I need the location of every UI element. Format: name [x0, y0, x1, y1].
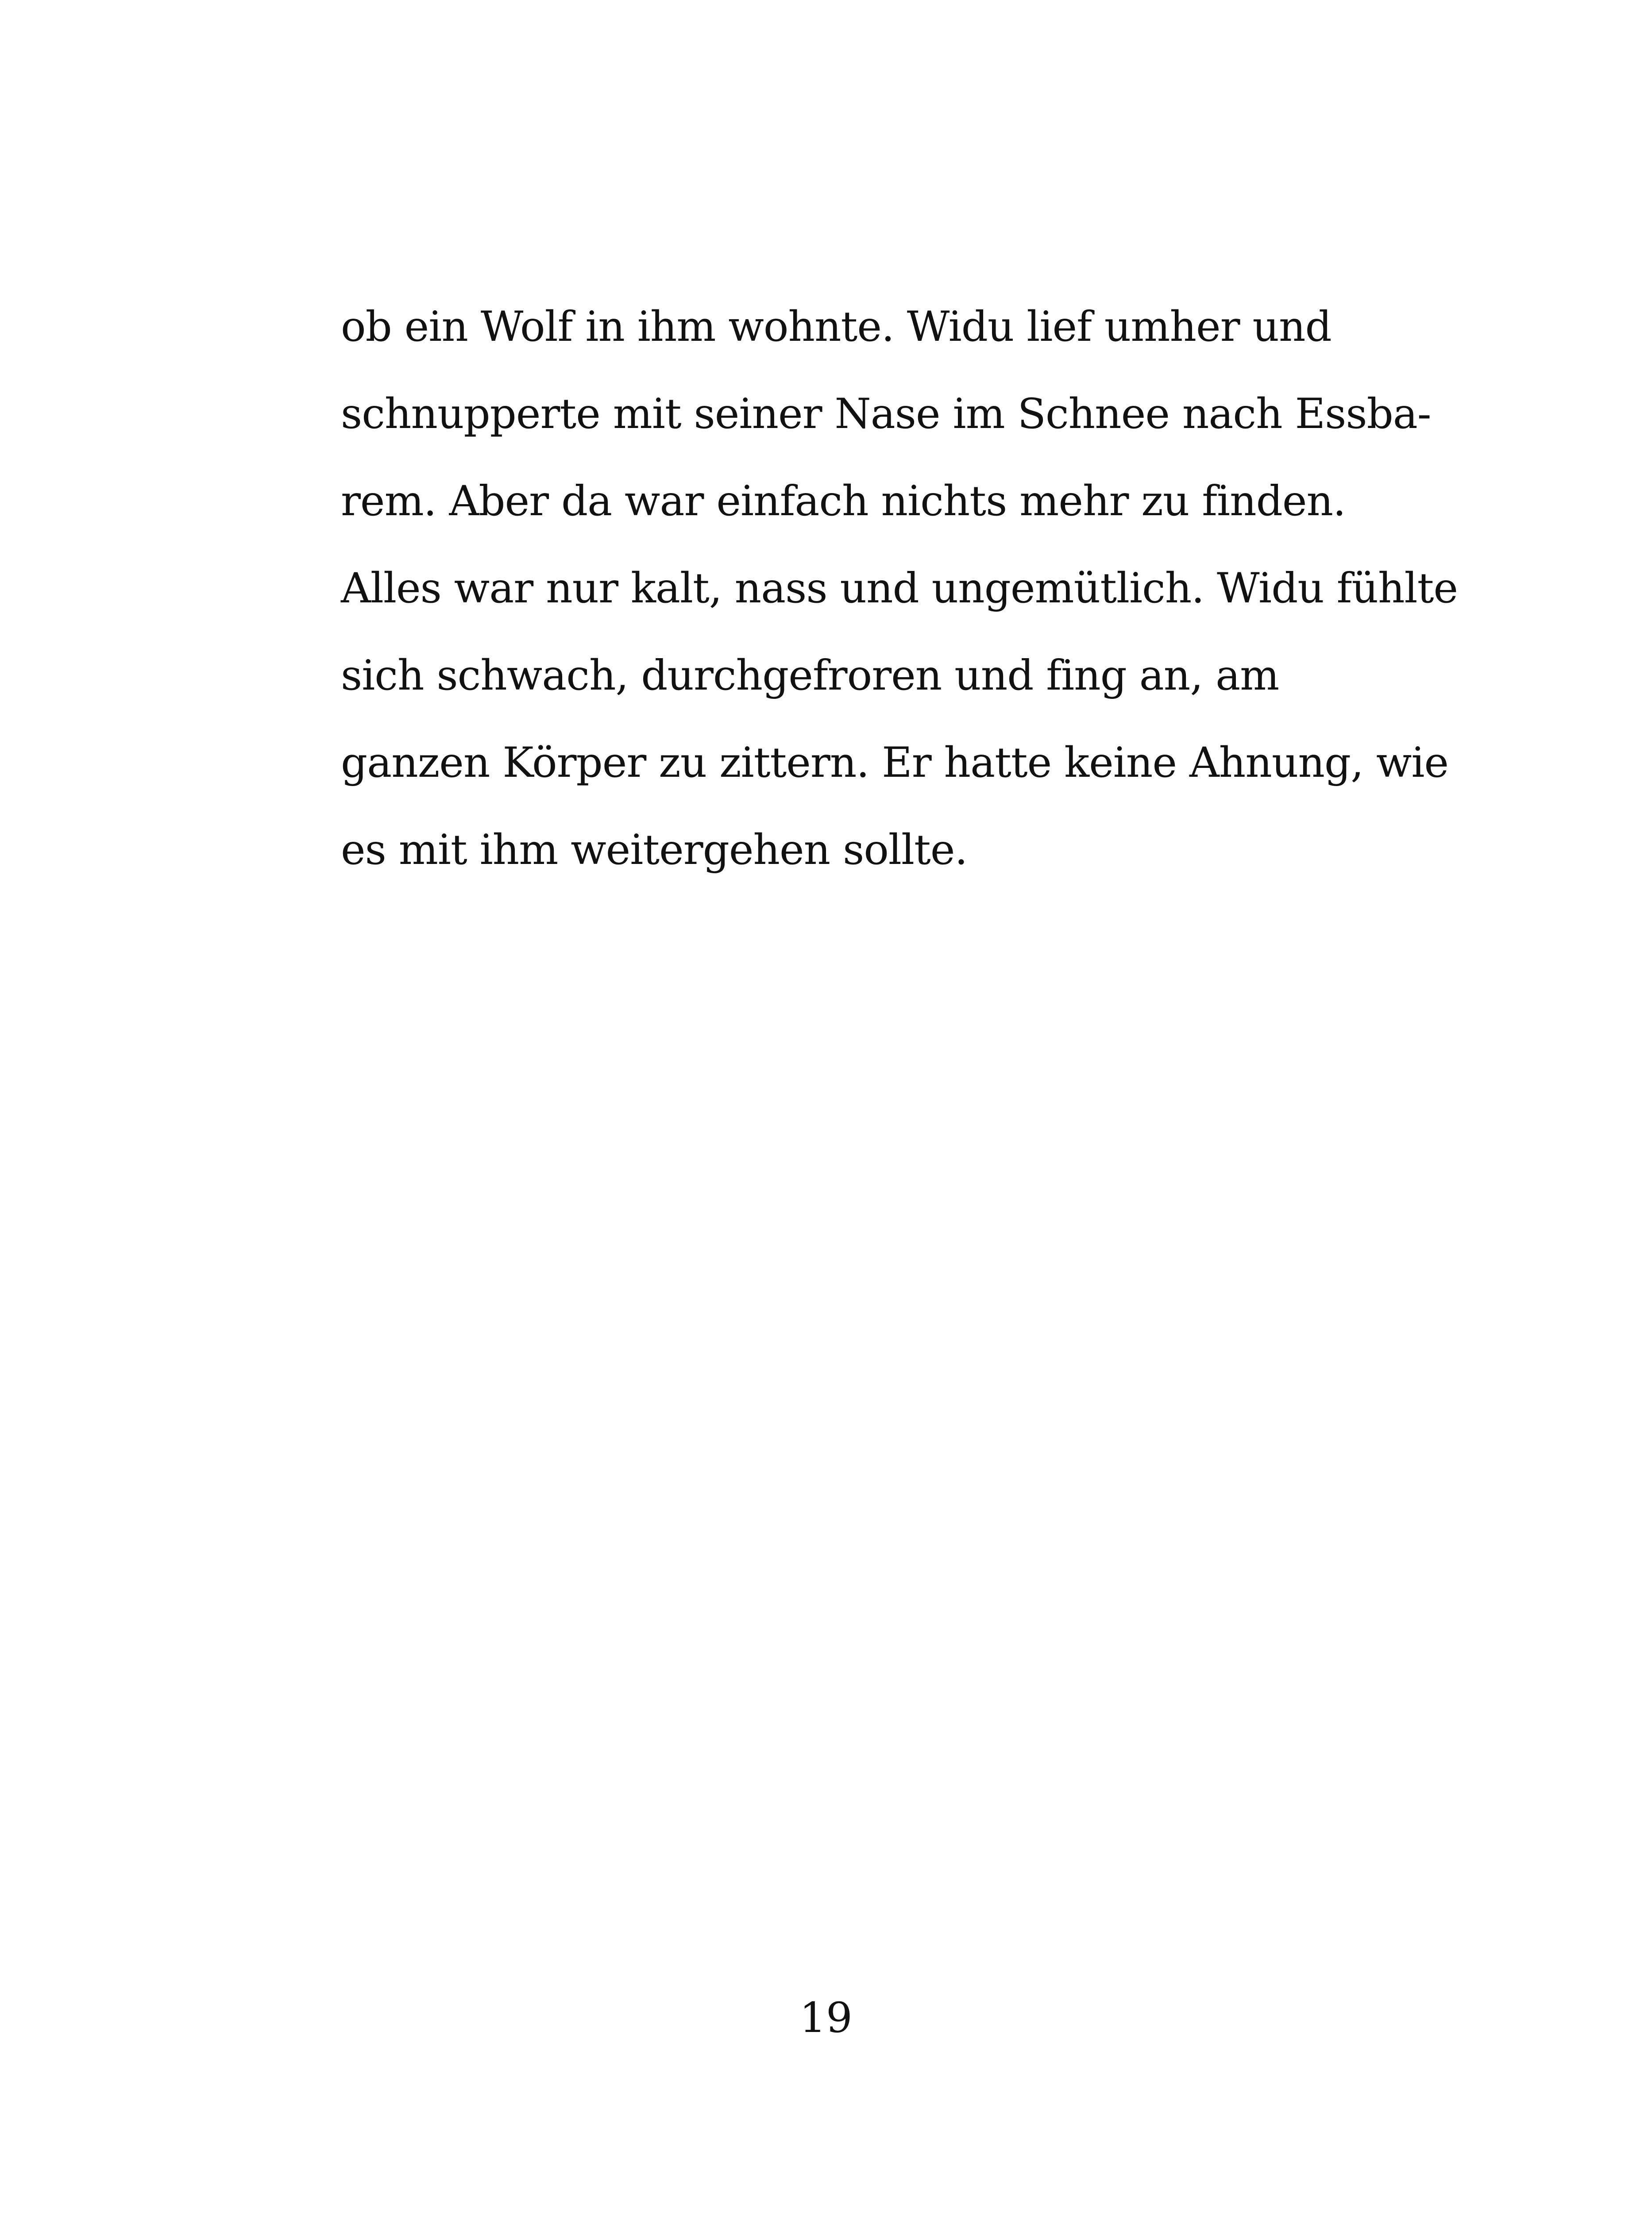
text-line: schnupperte mit seiner Nase im Schnee nach Essba- [341, 390, 1431, 438]
text-line: es mit ihm weitergehen sollte. [341, 826, 968, 874]
text-line: sich schwach, durchgefroren und fing an, am [341, 652, 1279, 700]
text-line: ganzen Körper zu zittern. Er hatte keine Ahnung, wie [341, 739, 1449, 787]
body-paragraph [341, 283, 1458, 894]
text-line: Alles war nur kalt, nass und ungemütlich. Widu fühlte [341, 564, 1458, 613]
page-number: 19 [799, 1994, 853, 2042]
text-line: ob ein Wolf in ihm wohnte. Widu lief umher und [341, 303, 1332, 351]
text-line: rem. Aber da war einfach nichts mehr zu finden. [341, 477, 1346, 525]
